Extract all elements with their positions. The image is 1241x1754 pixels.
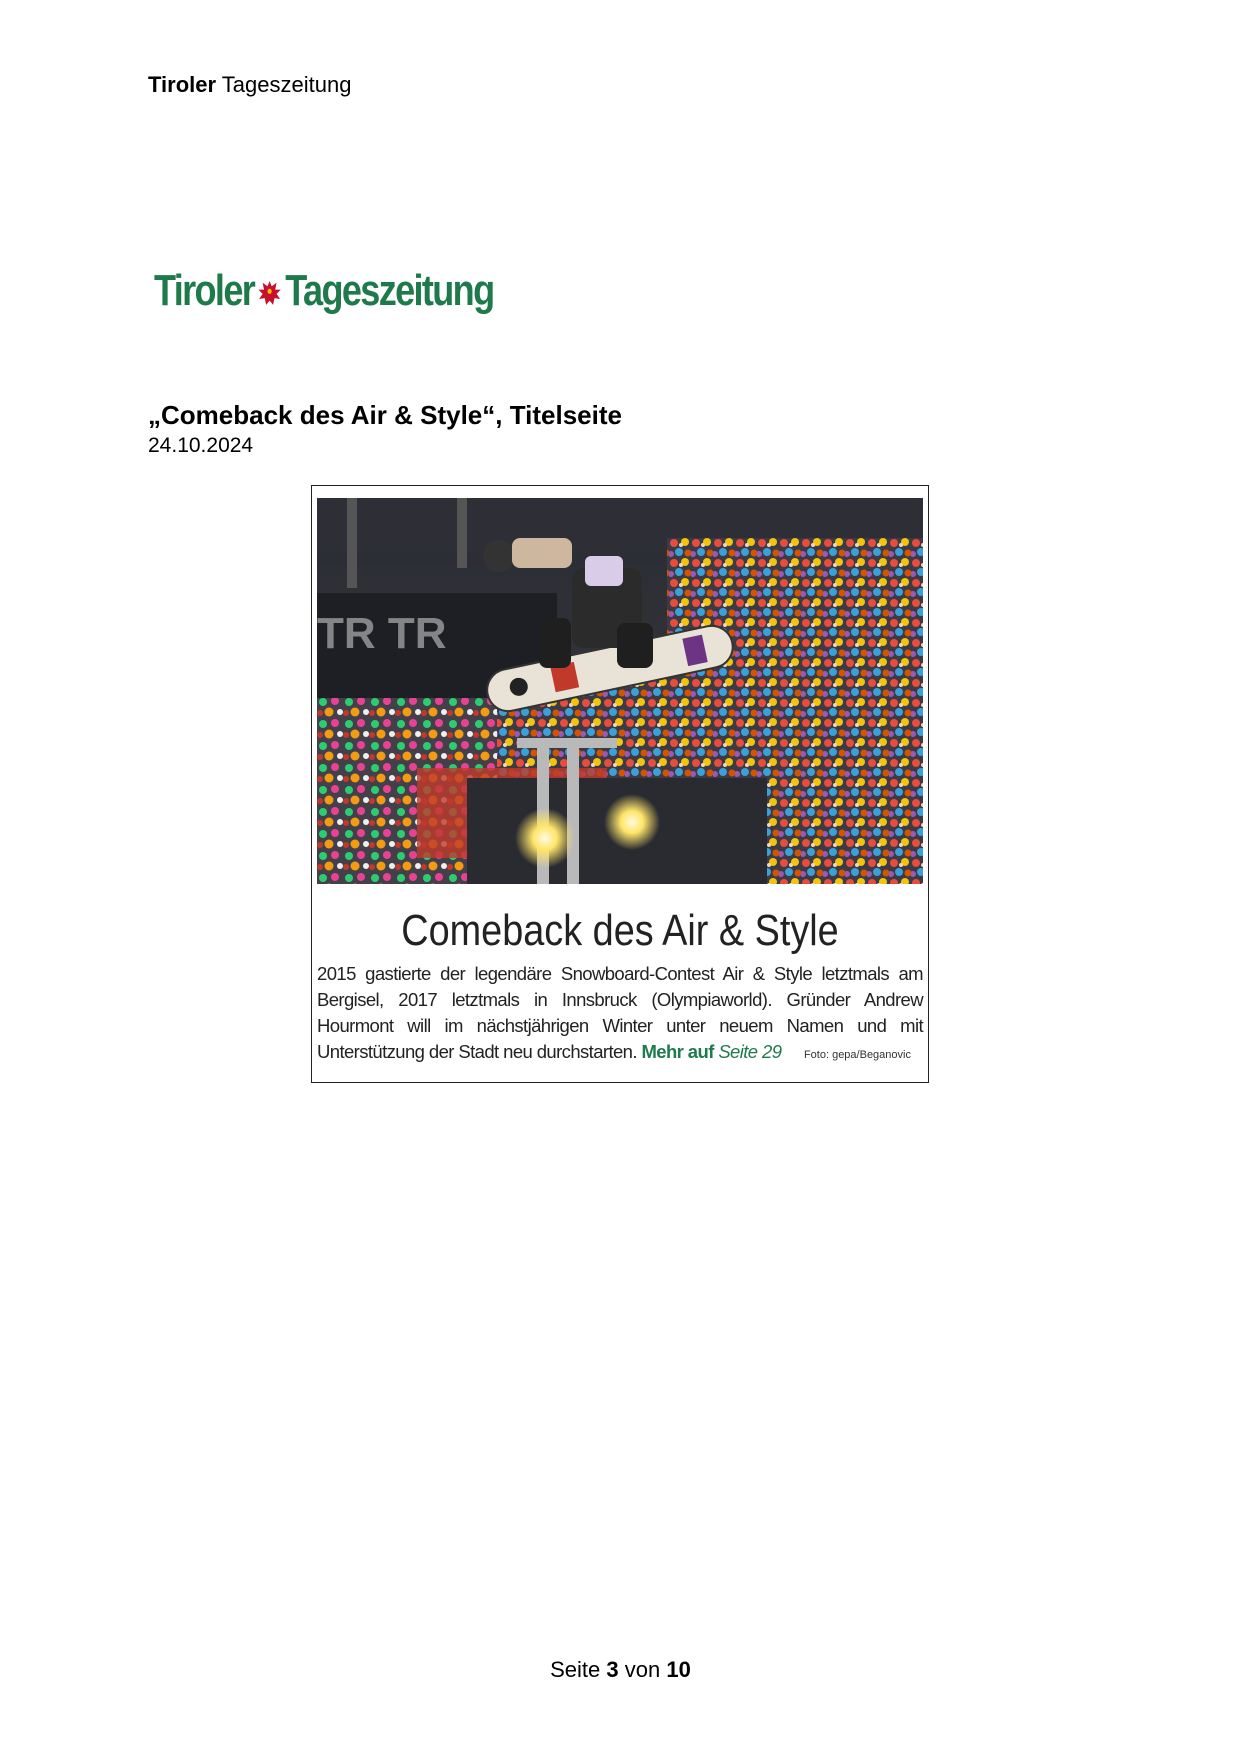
- snowboard-photo: [317, 498, 923, 884]
- page-reference: Seite 29: [718, 1041, 782, 1062]
- header-brand-regular: Tageszeitung: [221, 72, 352, 97]
- article-title: „Comeback des Air & Style“, Titelseite: [148, 400, 622, 430]
- header-brand-bold: Tiroler: [148, 72, 217, 97]
- photo-credit: Foto: gepa/Beganovic: [803, 1049, 911, 1061]
- article-date: 24.10.2024: [148, 434, 254, 457]
- snowboarder-image: [317, 498, 923, 884]
- footer-current-page: 3: [606, 1657, 619, 1682]
- clipping-body: [317, 961, 923, 1068]
- clipping-body-text: 2015 gastierte der legendäre Snowboard-Contest Air & Style letztmals am Bergisel, 2017 letztmals in Innsbruck (Olympiaworld). Gründer Andrew Hourmont will im nächstjährigen Winter unter neuem Namen und mit Unterstützung der Stadt neu durchstarten.: [317, 963, 923, 1062]
- page-footer: [0, 1657, 1241, 1683]
- logo-part2: Tageszeitung: [285, 266, 494, 315]
- clipping-headline: Comeback des Air & Style: [401, 906, 839, 955]
- page-header: [148, 72, 351, 98]
- footer-separator: von: [624, 1657, 661, 1682]
- footer-total-pages: 10: [666, 1657, 691, 1682]
- logo-wordmark: [154, 266, 493, 316]
- newspaper-clipping: [311, 485, 929, 1083]
- newspaper-logo: [154, 262, 568, 320]
- eagle-icon: [256, 276, 284, 310]
- footer-prefix: Seite: [550, 1657, 601, 1682]
- svg-text:TR TR: TR TR: [317, 609, 447, 658]
- more-label: Mehr auf: [641, 1041, 714, 1062]
- logo-part1: Tiroler: [154, 266, 255, 315]
